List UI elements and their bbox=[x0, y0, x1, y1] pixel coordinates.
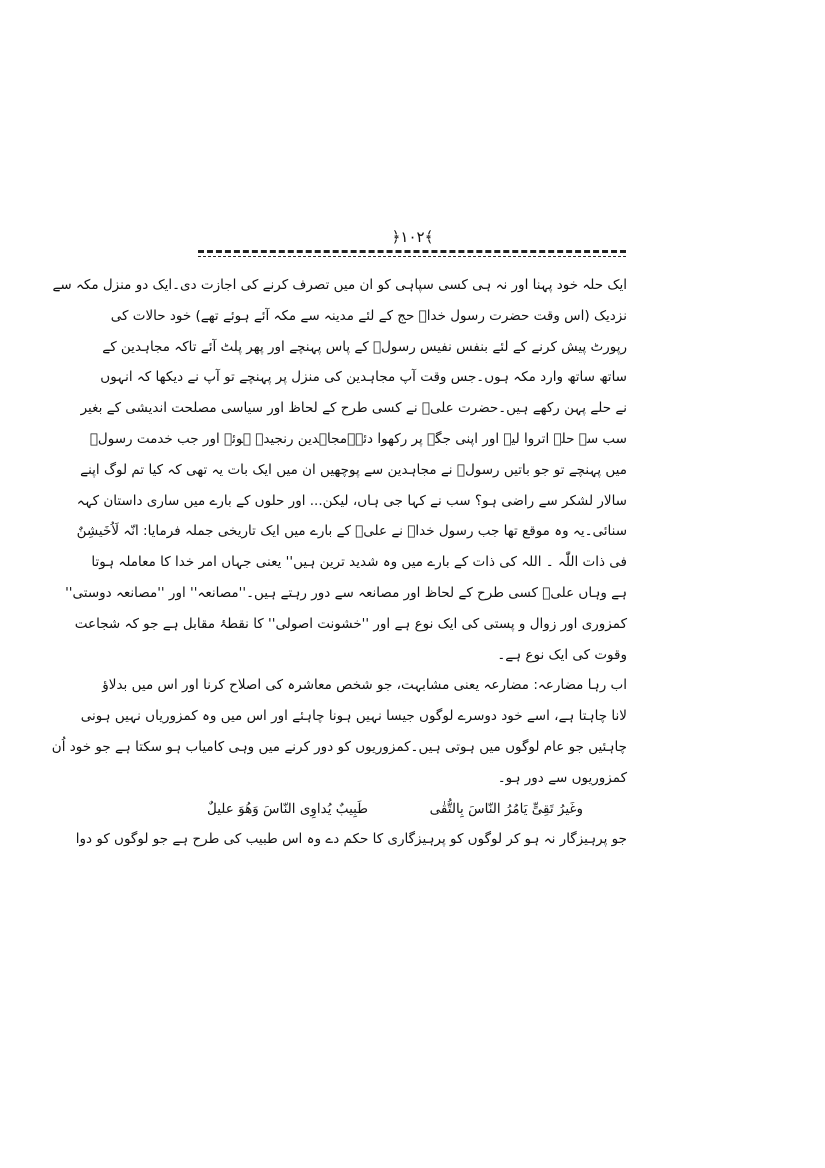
text-line: جو پرہیزگار نہ ہو کر لوگوں کو پرہیزگاری کا حکم دے وہ اس طبیب کی طرح ہے جو لوگوں کو دوا bbox=[75, 831, 627, 848]
text-line: سب سے حلے اتروا لیے اور اپنی جگہ پر رکھوا دئے۔مجاہدین رنجیدہ ہوئے اور جب خدمت رسولؐ bbox=[89, 430, 627, 447]
text-line: میں پہنچے تو جو باتیں رسولؐ نے مجاہدین سے پوچھیں ان میں ایک بات یہ تھی کہ کیا تم لوگ اپنے bbox=[80, 461, 627, 478]
paragraph-3 bbox=[75, 824, 627, 855]
body-text bbox=[51, 270, 627, 855]
text-line: رپورٹ پیش کرنے کے لئے بنفس نفیس رسولؐ کے پاس پہنچے اور پھر پلٹ آئے تاکہ مجاہدین کے bbox=[102, 338, 627, 355]
verse-hemistich-2: طَبِیبٌ یُداوِی النّاسَ وَھُوَ علیلٌ bbox=[207, 800, 368, 817]
text-line: چاہئیں جو عام لوگوں میں ہوتی ہیں۔کمزوریوں کو دور کرنے میں وہی کامیاب ہو سکتا ہے جو خود اُن bbox=[51, 738, 627, 755]
paragraph-2 bbox=[51, 670, 627, 793]
page-number: ﴿۱۰۲﴾ bbox=[391, 228, 434, 246]
text-line: ایک حلہ خود پہنا اور نہ ہی کسی سپاہی کو ان میں تصرف کرنے کی اجازت دی۔ایک دو منزل مکہ سے bbox=[52, 277, 627, 293]
text-line: نزدیک (اس وقت حضرت رسول خداؐ حج کے لئے مدینہ سے مکہ آئے ہوئے تھے) خود حالات کی bbox=[110, 307, 627, 324]
text-line: سنائی۔یہ وہ موقع تھا جب رسول خداؐ نے علیؑ کے بارے میں ایک تاریخی جملہ فرمایا: انّہ لَاُخَیشِنٌ bbox=[76, 523, 627, 540]
arabic-verse bbox=[197, 794, 627, 825]
text-line: ساتھ ساتھ وارد مکہ ہوں۔جس وقت آپ مجاہدین کی منزل پر پہنچے تو آپ نے دیکھا کہ انہوں bbox=[100, 369, 627, 386]
text-line: اب رہا مضارعہ: مضارعہ یعنی مشابہت، جو شخص معاشرہ کی اصلاح کرنا اور اس میں بدلاؤ bbox=[102, 677, 627, 694]
header-rule-thin bbox=[198, 256, 626, 257]
text-line: وقوت کی ایک نوع ہے۔ bbox=[497, 646, 627, 663]
text-line: ہے وہاں علیؑ کسی طرح کے لحاظ اور مصانعہ سے دور رہتے ہیں۔''مصانعہ'' اور ''مصانعہ دوستی'' bbox=[65, 584, 627, 601]
text-line: لانا چاہتا ہے، اسے خود دوسرے لوگوں جیسا نہیں ہونا چاہئے اور اس میں وہ کمزوریاں نہیں ہونی bbox=[80, 708, 627, 725]
text-line: کمزوریوں سے دور ہو۔ bbox=[497, 769, 627, 786]
text-line: کمزوری اور زوال و پستی کی ایک نوع ہے اور ''خشونت اصولی'' کا نقطۂ مقابل ہے جو کہ شجاعت bbox=[74, 615, 627, 632]
header-rule-thick bbox=[198, 250, 626, 253]
text-line: نے حلے پہن رکھے ہیں۔حضرت علیؑ نے کسی طرح کے لحاظ اور سیاسی مصلحت اندیشی کے بغیر bbox=[80, 400, 627, 417]
verse-hemistich-1: وغَیرُ تَقِیٍّ یَامُرُ النّاسَ بِالتُّقٰی bbox=[429, 800, 583, 817]
text-line: فی ذات اللّٰہ ۔ اللہ کی ذات کے بارے میں وہ شدید ترین ہیں'' یعنی جہاں امر خدا کا معاملہ ہوتا bbox=[91, 554, 627, 571]
text-line: سالار لشکر سے راضی ہو؟ سب نے کہا جی ہاں، لیکن... اور حلوں کے بارے میں ساری داستان کہہ bbox=[76, 492, 627, 509]
paragraph-1 bbox=[52, 270, 627, 670]
